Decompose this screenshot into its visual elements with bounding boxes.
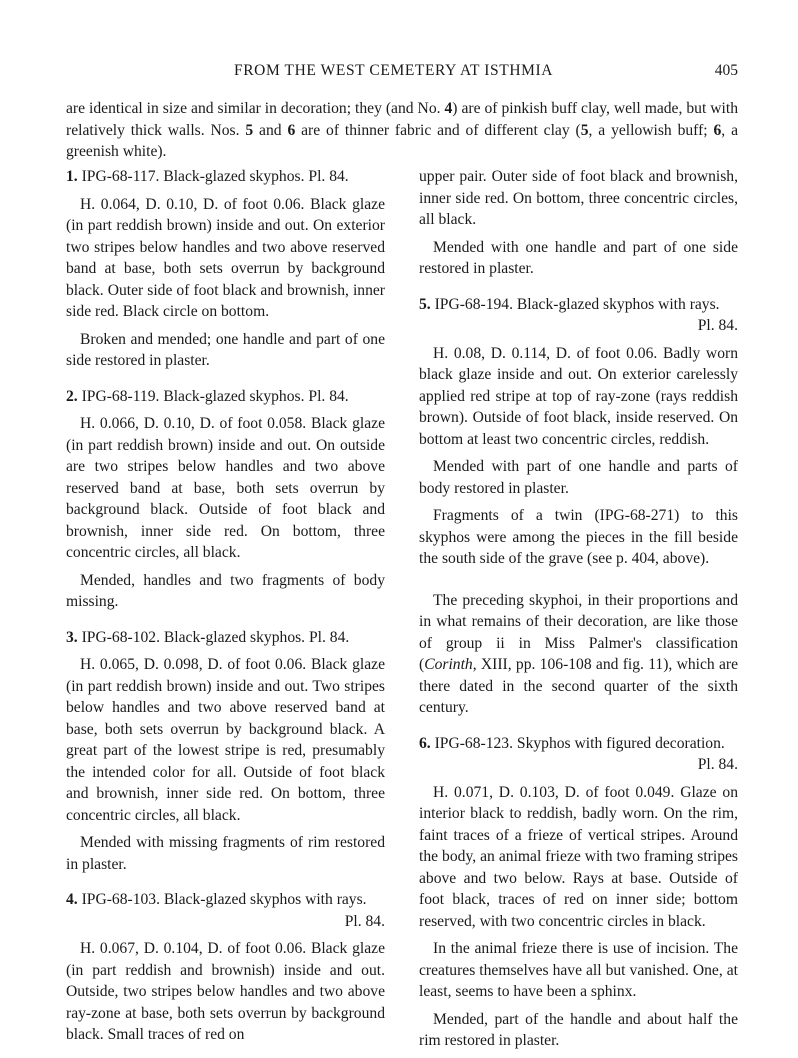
entry-note-6b: Mended, part of the handle and about half the rim restored in plaster.: [419, 1010, 738, 1049]
entry-note-1: Broken and mended; one handle and part of one side restored in plaster.: [66, 330, 385, 369]
entry-description-4: H. 0.067, D. 0.104, D. of foot 0.06. Black glaze (in part reddish and brownish) inside and out. Outside, two stripes below handles and two above ray-zone at base, both sets overrun by background black. Small traces of red on: [66, 940, 385, 1043]
running-header: [66, 62, 738, 86]
plate-ref-5: Pl. 84.: [697, 317, 738, 334]
entry-heading-4: 4. IPG-68-103. Black-glazed skyphos with rays. Pl. 84.: [66, 889, 385, 932]
entry-description-6: H. 0.071, D. 0.103, D. of foot 0.049. Glaze on interior black to reddish, badly worn. On the rim, faint traces of a frieze of vertical stripes. Around the body, an animal frieze with two framing stripes above and two below. Rays at base. Outside of foot black, traces of red on inner side; bottom reserved, with two concentric circles in black.: [419, 783, 738, 930]
entry-heading-5: 5. IPG-68-194. Black-glazed skyphos with rays. Pl. 84.: [419, 294, 738, 337]
entry-description-1: H. 0.064, D. 0.10, D. of foot 0.06. Black glaze (in part reddish brown) inside and out. On exterior two stripes below handles and two above reserved band at base, both sets overrun by background black. Outer side of foot black and brownish, inner side red. Black circle on bottom.: [66, 195, 385, 320]
entry-note-4: Mended with one handle and part of one side restored in plaster.: [419, 238, 738, 277]
running-title: FROM THE WEST CEMETERY AT ISTHMIA: [234, 62, 554, 79]
right-column: [419, 166, 738, 1058]
page-number: 405: [714, 62, 738, 79]
entry-description-3: H. 0.065, D. 0.098, D. of foot 0.06. Black glaze (in part reddish brown) inside and out. Two stripes below handles and two above reserved band at base, both sets overrun by background black. A great part of the lowest stripe is red, presumably the intended color for all. Outside of foot black and brownish, inner side red. On bottom, three concentric circles, all black.: [66, 656, 385, 824]
discussion-paragraph: The preceding skyphoi, in their proportions and in what remains of their decoration, are like those of group ii in Miss Palmer's classification (Corinth, XIII, pp. 106-108 and fig. 11), which are there dated in the second quarter of the sixth century.: [419, 591, 738, 716]
entry-heading-3: 3. IPG-68-102. Black-glazed skyphos. Pl. 84.: [66, 628, 350, 646]
plate-ref-4: Pl. 84.: [344, 912, 385, 930]
entry-heading-6: 6. IPG-68-123. Skyphos with figured decoration. Pl. 84.: [419, 733, 738, 776]
entry-note-5b: Fragments of a twin (IPG-68-271) to this skyphos were among the pieces in the fill beside the south side of the grave (see p. 404, above).: [419, 507, 738, 567]
entry-heading-1: 1. IPG-68-117. Black-glazed skyphos. Pl. 84.: [66, 168, 349, 185]
entry-note-2: Mended, handles and two fragments of body missing.: [66, 571, 385, 610]
entry-heading-2: 2. IPG-68-119. Black-glazed skyphos. Pl. 84.: [66, 387, 349, 405]
plate-ref-6: Pl. 84.: [697, 756, 738, 773]
entry-note-5: Mended with part of one handle and parts of body restored in plaster.: [419, 458, 738, 497]
intro-paragraph: are identical in size and similar in decoration; they (and No. 4) are of pinkish buff clay, well made, but with relatively thick walls. Nos. 5 and 6 are of thinner fabric and of different clay (5, a yellowish buff; 6, a greenish white).: [66, 100, 738, 160]
left-column: [66, 166, 385, 1052]
entry-description-2: H. 0.066, D. 0.10, D. of foot 0.058. Black glaze (in part reddish brown) inside and out. On outside are two stripes below handles and two above reserved band at base, both sets overrun by background black. Outside of foot black and brownish, inner side red. On bottom, three concentric circles, all black.: [66, 415, 385, 561]
entry-description-4-continued: upper pair. Outer side of foot black and brownish, inner side red. On bottom, three concentric circles, all black.: [419, 168, 738, 228]
entry-note-6: In the animal frieze there is use of incision. The creatures themselves have all but vanished. One, at least, seems to have been a sphinx.: [419, 940, 738, 1000]
entry-description-5: H. 0.08, D. 0.114, D. of foot 0.06. Badly worn black glaze inside and out. On exterior carelessly applied red stripe at top of ray-zone (rays reddish brown). Outside of foot black, inside reserved. On bottom at least two concentric circles, reddish.: [419, 344, 738, 448]
entry-note-3: Mended with missing fragments of rim restored in plaster.: [66, 834, 385, 873]
